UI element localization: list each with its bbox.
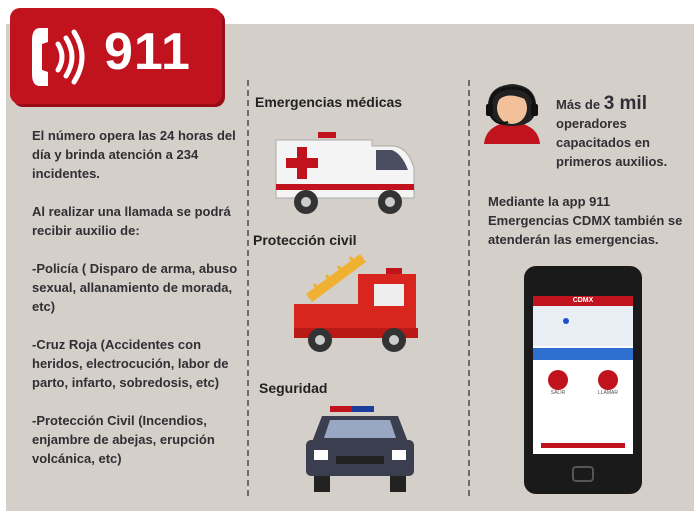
police-car-icon	[300, 404, 420, 496]
operators-post: operadores capacitados en primeros auxilios.	[556, 116, 668, 169]
phone-icon	[26, 22, 92, 92]
address-bar	[533, 348, 633, 360]
ambulance-icon	[272, 128, 422, 218]
police-text: -Policía ( Disparo de arma, abuso sexual, allanamiento de morada, etc)	[32, 261, 238, 314]
exit-button[interactable]	[548, 370, 568, 396]
security-title: Seguridad	[259, 380, 328, 396]
divider-right	[468, 80, 470, 496]
divider-left	[247, 80, 249, 496]
redcross-text: -Cruz Roja (Accidentes con heridos, electrocución, labor de parto, infarto, sobredosis, etc)	[32, 337, 229, 390]
badge-number: 911	[104, 23, 191, 81]
intro-text: El número opera las 24 horas del día y brinda atención a 234 incidentes.	[32, 128, 236, 181]
app-text: Mediante la app 911 Emergencias CDMX también se atenderán las emergencias.	[488, 194, 683, 247]
operators-pre: Más de	[556, 97, 604, 112]
app-map	[533, 306, 633, 346]
medical-title: Emergencias médicas	[255, 94, 403, 110]
smartphone	[524, 266, 642, 494]
firetruck-icon	[290, 244, 420, 359]
exit-label: SALIR	[550, 390, 566, 396]
app-footer-bar	[541, 443, 625, 448]
civil-text: -Protección Civil (Incendios, enjambre de abejas, erupción volcánica, etc)	[32, 413, 215, 466]
civil-title: Protección civil	[253, 232, 357, 248]
location-marker-icon	[563, 318, 569, 324]
operator-icon	[476, 80, 548, 146]
call-button[interactable]	[598, 370, 618, 396]
call-text: Al realizar una llamada se podrá recibir auxilio de:	[32, 204, 231, 238]
home-button[interactable]	[572, 466, 594, 482]
phone-screen	[533, 296, 633, 454]
call-icon	[598, 370, 618, 390]
info-column	[32, 126, 242, 487]
operators-text	[556, 94, 686, 171]
app-header: CDMX	[533, 296, 633, 306]
operators-count: 3 mil	[603, 93, 647, 114]
911-badge	[10, 8, 222, 104]
call-label: LLAMAR	[597, 390, 618, 396]
exit-icon	[548, 370, 568, 390]
